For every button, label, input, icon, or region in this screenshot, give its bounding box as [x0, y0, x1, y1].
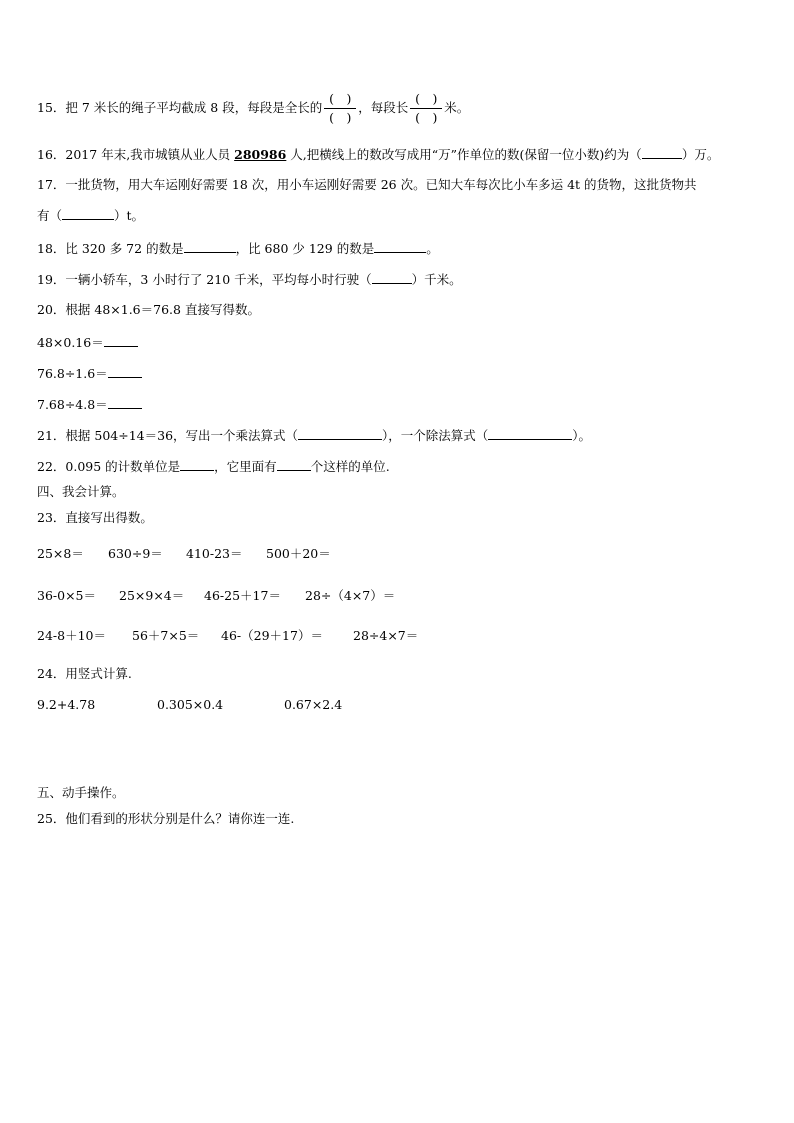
- calc-item: 28÷4×7＝: [353, 628, 419, 643]
- section-heading: 四、我会计算。: [37, 484, 125, 499]
- fraction-blank[interactable]: $\frac{( )}{( )}$: [324, 91, 356, 126]
- calc-item: 28÷（4×7）＝: [305, 588, 396, 603]
- calc-item: 410-23＝: [186, 546, 243, 561]
- fraction-blank[interactable]: $\frac{( )}{( )}$: [410, 91, 442, 126]
- question-19: [37, 271, 462, 288]
- calc-item: 630÷9＝: [108, 546, 163, 561]
- underlined-number: 280986: [234, 147, 287, 162]
- calc-item: 76.8÷1.6＝: [37, 365, 142, 382]
- question-number: 17．: [37, 177, 66, 192]
- question-text: ，它里面有: [214, 459, 277, 474]
- question-text: ），一个除法算式（: [382, 428, 489, 443]
- question-number: 25．: [37, 811, 66, 826]
- question-15: [37, 88, 469, 128]
- question-16: [37, 146, 719, 163]
- calc-item: 25×8＝: [37, 546, 84, 561]
- answer-blank[interactable]: [108, 396, 142, 409]
- calc-item: 36-0×5＝: [37, 588, 97, 603]
- question-17-line2: [37, 207, 144, 224]
- question-number: 22．: [37, 459, 66, 474]
- question-text: 用竖式计算.: [65, 666, 132, 681]
- question-number: 20．: [37, 302, 66, 317]
- question-number: 21．: [37, 428, 66, 443]
- question-text: 米。: [444, 100, 470, 115]
- question-17: [37, 177, 697, 193]
- question-number: 19．: [37, 272, 66, 287]
- question-number: 15．: [37, 100, 66, 115]
- calc-item: 9.2+4.78: [37, 697, 96, 712]
- calc-item: 0.305×0.4: [157, 697, 224, 712]
- calc-item: 46-25＋17＝: [204, 588, 281, 603]
- question-23: [37, 510, 153, 526]
- answer-blank[interactable]: [374, 240, 426, 253]
- question-text: 一辆小轿车，3 小时行了 210 千米，平均每小时行驶（: [65, 272, 372, 287]
- calc-item: 46-（29＋17）＝: [221, 628, 323, 643]
- answer-blank[interactable]: [180, 458, 214, 471]
- question-text: 直接写出得数。: [65, 510, 153, 525]
- question-text: 比 320 多 72 的数是: [65, 241, 184, 256]
- question-number: 18．: [37, 241, 66, 256]
- question-text: ，每段长: [358, 100, 409, 115]
- calc-row: [37, 697, 342, 713]
- calc-item: 500＋20＝: [266, 546, 331, 561]
- answer-blank[interactable]: [372, 271, 412, 284]
- calc-item: 48×0.16＝: [37, 334, 138, 351]
- question-22: [37, 458, 390, 475]
- question-number: 16．: [37, 147, 66, 162]
- question-text: 根据 48×1.6＝76.8 直接写得数。: [65, 302, 260, 317]
- calc-item: 24-8＋10＝: [37, 628, 106, 643]
- answer-blank[interactable]: [488, 427, 572, 440]
- question-24: [37, 666, 132, 682]
- question-number: 23．: [37, 510, 66, 525]
- calc-item: 0.67×2.4: [284, 697, 343, 712]
- question-text: 2017 年末,我市城镇从业人员: [65, 147, 235, 162]
- question-text: 人,把横线上的数改写成用“万”作单位的数(保留一位小数)约为（: [286, 147, 642, 162]
- calc-row: [37, 628, 418, 644]
- question-text: 。: [426, 241, 439, 256]
- calc-item: 25×9×4＝: [119, 588, 185, 603]
- answer-blank[interactable]: [277, 458, 311, 471]
- question-text: 根据 504÷14＝36，写出一个乘法算式（: [65, 428, 299, 443]
- question-number: 24．: [37, 666, 66, 681]
- question-text: ）千米。: [411, 272, 462, 287]
- calc-item: 56＋7×5＝: [132, 628, 200, 643]
- question-text: 把 7 米长的绳子平均截成 8 段，每段是全长的: [65, 100, 323, 115]
- question-text: 一批货物，用大车运刚好需要 18 次，用小车运刚好需要 26 次。已知大车每次比小车多运 4t 的货物，这批货物共: [65, 177, 697, 192]
- question-20: [37, 302, 260, 318]
- question-text: ）。: [572, 428, 592, 443]
- calc-row: [37, 546, 331, 562]
- question-21: [37, 427, 591, 444]
- question-text: 个这样的单位.: [310, 459, 390, 474]
- answer-blank[interactable]: [104, 334, 138, 347]
- answer-blank[interactable]: [62, 207, 114, 220]
- question-text: 他们看到的形状分别是什么？请你连一连.: [65, 811, 295, 826]
- question-text: 有（: [37, 208, 63, 223]
- question-text: ）万。: [681, 147, 720, 162]
- question-text: ，比 680 少 129 的数是: [235, 241, 375, 256]
- question-text: 0.095 的计数单位是: [65, 459, 181, 474]
- question-25: [37, 811, 294, 827]
- calc-item: 7.68÷4.8＝: [37, 396, 142, 413]
- question-18: [37, 240, 439, 257]
- calc-row: [37, 588, 395, 604]
- answer-blank[interactable]: [642, 146, 682, 159]
- answer-blank[interactable]: [298, 427, 382, 440]
- question-text: ）t。: [114, 208, 145, 223]
- answer-blank[interactable]: [108, 365, 142, 378]
- answer-blank[interactable]: [184, 240, 236, 253]
- section-heading: 五、动手操作。: [37, 785, 125, 800]
